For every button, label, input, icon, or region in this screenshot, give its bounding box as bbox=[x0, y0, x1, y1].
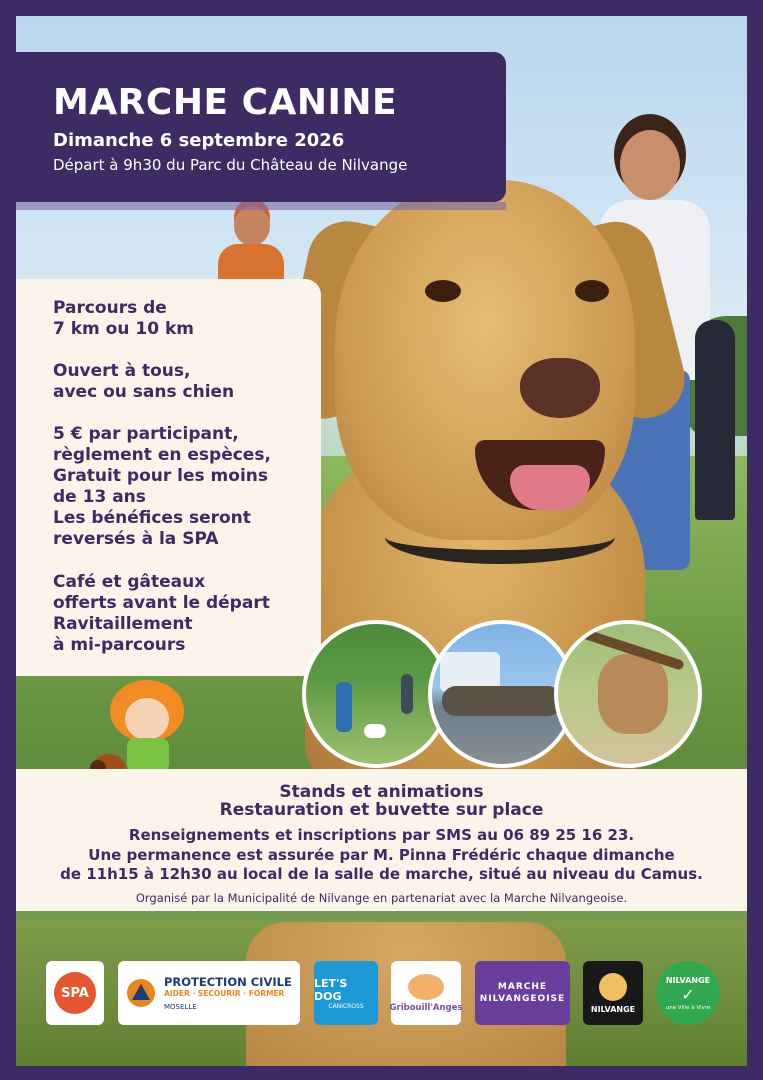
marche-nilvangeoise-logo bbox=[475, 961, 570, 1025]
ville-nilvange-logo bbox=[656, 961, 720, 1025]
gribouillanges-faces-icon bbox=[408, 974, 444, 1000]
walker-man bbox=[216, 200, 286, 280]
event-title: MARCHE CANINE bbox=[53, 82, 398, 123]
walker-man-head bbox=[234, 206, 270, 246]
dog-eye-right bbox=[575, 280, 609, 302]
letsdog-sub: CANICROSS bbox=[328, 1002, 364, 1010]
protection-civile-tagline: AIDER · SECOURIR · FORMER bbox=[164, 989, 285, 998]
gribouillanges-logo bbox=[391, 961, 461, 1025]
info-panel bbox=[16, 279, 321, 676]
dog-tongue bbox=[510, 465, 590, 510]
band-contact: Renseignements et inscriptions par SMS au 06 89 25 16 23. bbox=[128, 826, 635, 844]
organizer-note: Organisé par la Municipalité de Nilvange en partenariat avec la Marche Nilvangeoise. bbox=[135, 891, 628, 905]
sapeurs-pompiers-mascot-icon bbox=[599, 973, 627, 1001]
kid-shirt bbox=[127, 738, 169, 772]
kid-face bbox=[125, 698, 169, 740]
title-panel bbox=[16, 52, 506, 202]
sapeurs-pompiers-logo bbox=[583, 961, 643, 1025]
info-price: 5 € par participant, règlement en espèces, Gratuit pour les moins de 13 ans Les bénéfices seront reversés à la SPA bbox=[53, 424, 271, 549]
circle-walker-figure bbox=[336, 682, 352, 732]
protection-civile-logo bbox=[118, 961, 300, 1025]
protection-civile-triangle-icon bbox=[126, 978, 156, 1008]
gribouillanges-name: Gribouill'Anges bbox=[389, 1002, 463, 1013]
walker-right bbox=[695, 320, 735, 520]
event-date: Dimanche 6 septembre 2026 bbox=[53, 130, 345, 151]
circle-small-dog bbox=[598, 654, 668, 734]
protection-civile-dept: MOSELLE bbox=[164, 1003, 197, 1011]
dog-collar bbox=[385, 510, 615, 564]
ville-nilvange-name: NILVANGE bbox=[665, 975, 711, 985]
ville-nilvange-slogan: une Ville à Vivre bbox=[665, 1004, 711, 1011]
band-schedule: de 11h15 à 12h30 au local de la salle de marche, situé au niveau du Camus. bbox=[60, 865, 703, 883]
circle-walker-figure bbox=[401, 674, 413, 714]
title-panel-strip bbox=[16, 202, 506, 210]
event-departure: Départ à 9h30 du Parc du Château de Nilvange bbox=[53, 156, 408, 174]
circle-crowd bbox=[442, 686, 562, 716]
spa-logo bbox=[46, 961, 104, 1025]
spa-logo-mark: SPA bbox=[54, 972, 96, 1014]
band-stands: Stands et animations bbox=[279, 782, 484, 802]
band-food: Restauration et buvette sur place bbox=[219, 800, 544, 820]
letsdog-logo bbox=[314, 961, 378, 1025]
circle-dog-figure bbox=[364, 724, 386, 738]
info-food: Café et gâteaux offerts avant le départ Ravitaillement à mi-parcours bbox=[53, 572, 270, 655]
band-permanence: Une permanence est assurée par M. Pinna Frédéric chaque dimanche bbox=[88, 846, 675, 864]
info-route: Parcours de 7 km ou 10 km bbox=[53, 298, 194, 339]
protection-civile-title: PROTECTION CIVILE bbox=[164, 975, 292, 989]
info-open: Ouvert à tous, avec ou sans chien bbox=[53, 361, 235, 402]
marche-nilvangeoise-name: MARCHE NILVANGEOISE bbox=[479, 982, 566, 1004]
ville-nilvange-bird-icon: ✓ bbox=[681, 984, 695, 1004]
sapeurs-pompiers-name: NILVANGE bbox=[590, 1004, 636, 1014]
dog-nose bbox=[520, 358, 600, 418]
walker-man-body bbox=[218, 244, 284, 284]
photo-circle-dog-stick bbox=[554, 620, 702, 768]
dog-eye-left bbox=[425, 280, 461, 302]
letsdog-name: LET'S DOG bbox=[314, 976, 348, 1003]
